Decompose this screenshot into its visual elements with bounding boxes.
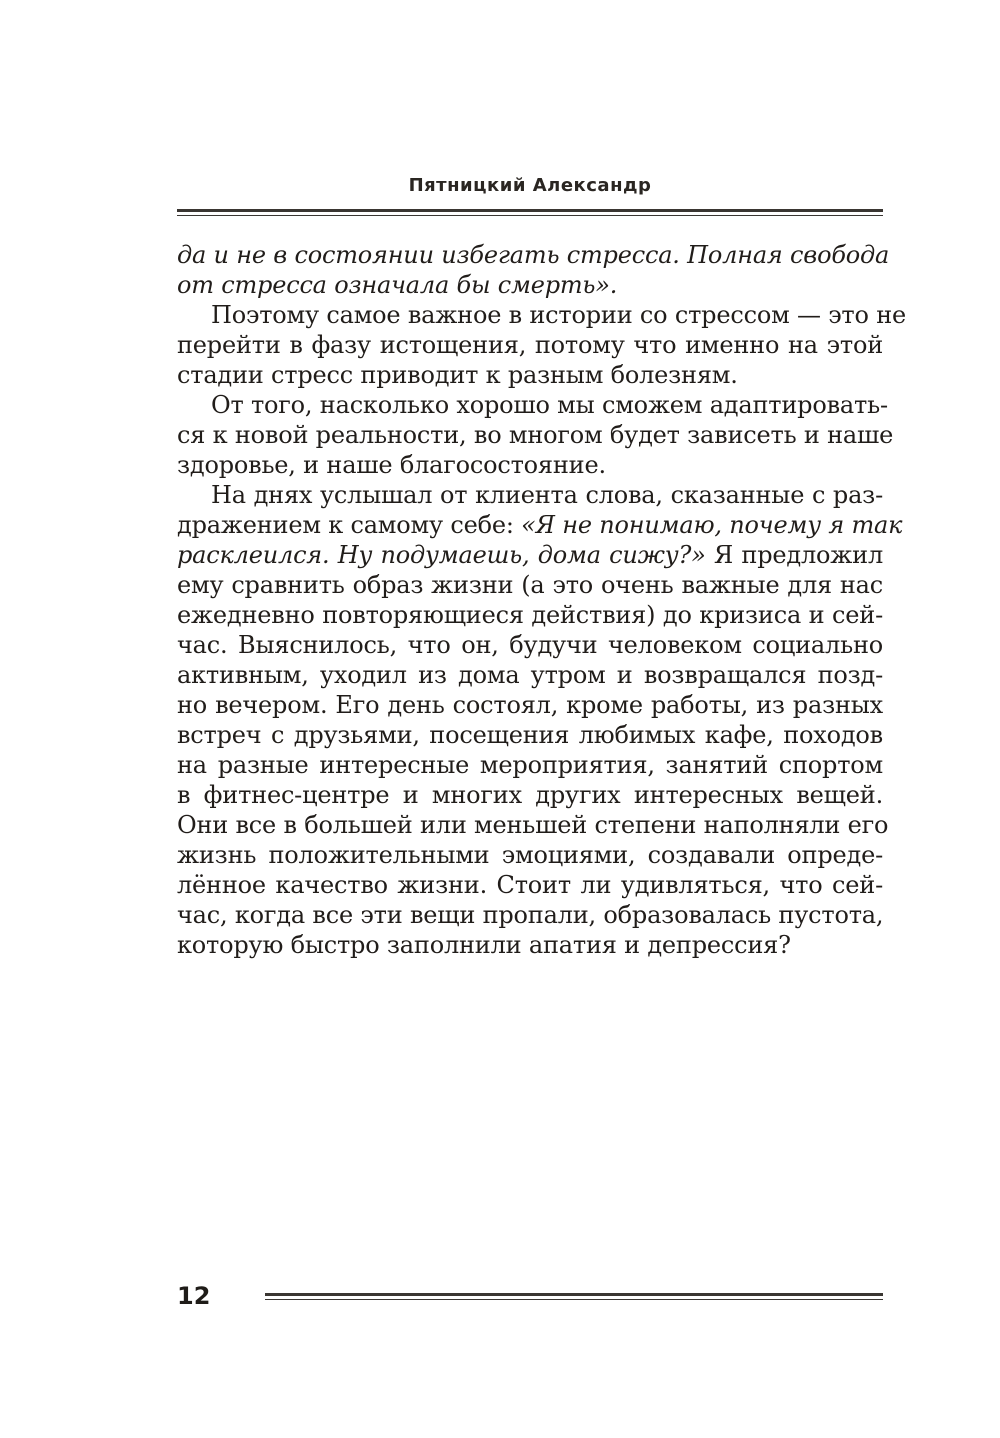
text-line: встреч с друзьями, посещения любимых кафе, походов <box>177 721 883 749</box>
body-text <box>177 240 906 960</box>
text-line: стадии стресс приводит к разным болезням. <box>177 361 738 389</box>
page-number: 12 <box>177 1282 211 1310</box>
text-line: от стресса означала бы смерть». <box>177 271 618 299</box>
text-line: но вечером. Его день состоял, кроме работы, из разных <box>177 691 883 719</box>
text-line: здоровье, и наше благосостояние. <box>177 451 606 479</box>
text-line: перейти в фазу истощения, потому что именно на этой <box>177 331 883 359</box>
text-line: в фитнес-центре и многих других интересных вещей. <box>177 781 883 809</box>
text-line: активным, уходил из дома утром и возвращался позд- <box>177 661 883 689</box>
text-line: лённое качество жизни. Стоит ли удивляться, что сей- <box>177 871 883 899</box>
paragraph-start-line: На днях услышал от клиента слова, сказанные с раз- <box>211 481 883 509</box>
paragraph-start-line: Поэтому самое важное в истории со стрессом — это не <box>211 301 906 329</box>
text-line: Они все в большей или меньшей степени наполняли его <box>177 811 889 839</box>
text-line: расклеился. Ну подумаешь, дома сижу?» Я предложил <box>177 541 883 569</box>
text-line: на разные интересные мероприятия, занятий спортом <box>177 751 883 779</box>
header-rule-thin <box>177 215 883 216</box>
running-head-title: Пятницкий Александр <box>408 175 652 196</box>
text-line: ся к новой реальности, во многом будет зависеть и наше <box>177 421 894 449</box>
text-line: ежедневно повторяющиеся действия) до кризиса и сей- <box>177 601 883 629</box>
text-line: ему сравнить образ жизни (а это очень важные для нас <box>177 571 883 599</box>
paragraph-start-line: От того, насколько хорошо мы сможем адаптировать- <box>211 391 888 419</box>
text-line: час, когда все эти вещи пропали, образовалась пустота, <box>177 901 884 929</box>
footer-rule-thick <box>265 1293 883 1296</box>
text-line: жизнь положительными эмоциями, создавали опреде- <box>177 841 883 869</box>
text-line: которую быстро заполнили апатия и депрессия? <box>177 931 791 959</box>
header-rule-thick <box>177 209 883 212</box>
text-line: час. Выяснилось, что он, будучи человеком социально <box>177 631 883 659</box>
text-line: да и не в состоянии избегать стресса. Полная свобода <box>177 241 890 269</box>
footer-rule-thin <box>265 1299 883 1300</box>
text-line: дражением к самому себе: «Я не понимаю, почему я так <box>177 511 903 539</box>
